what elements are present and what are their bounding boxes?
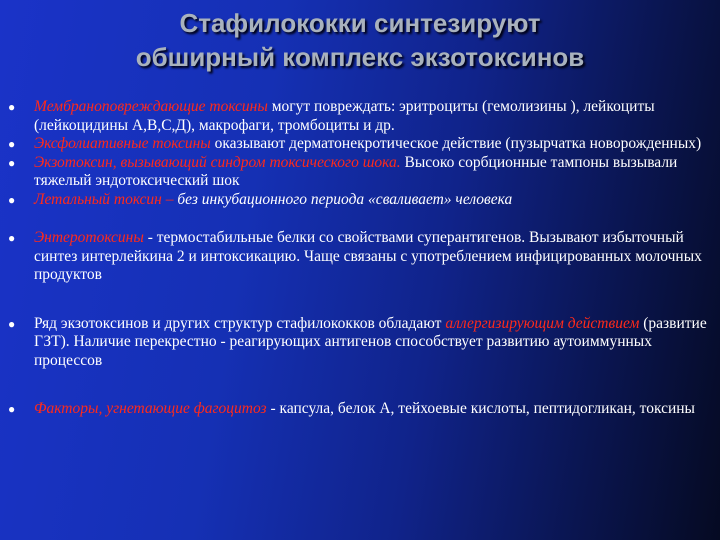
bullet-text: без инкубационного периода «сваливает» человека	[173, 190, 513, 208]
bullet-dot-icon: ●	[8, 137, 16, 151]
bullet-text: оказывают дерматонекротическое действие (пузырчатка новорожденных)	[210, 135, 702, 152]
term-exfoliative-toxins: Эксфолиативные токсины	[34, 135, 211, 152]
bullet-dot-icon: ●	[8, 316, 16, 331]
bullet-dot-icon: ●	[8, 192, 16, 207]
title-line-2: обширный комплекс экзотоксинов	[135, 42, 585, 72]
bullet-text: (развитие ГЗТ). Наличие перекрестно - реагирующих антигенов способствует развитию аутоиммунных процессов	[34, 314, 707, 369]
title-line-1: Стафилококки синтезируют	[179, 8, 541, 38]
bullet-text-pre: Ряд экзотоксинов и других структур стафилококков обладают	[34, 314, 446, 332]
bullet-dot-icon: ●	[8, 402, 16, 416]
bullet-membrane-toxins	[8, 98, 708, 135]
term-membrane-toxins: Мембраноповреждающие токсины	[34, 98, 268, 115]
term-phagocytosis: Факторы, угнетающие фагоцитоз	[34, 400, 267, 417]
bullet-enterotoxins	[8, 229, 708, 285]
bullet-lethal-toxin	[8, 191, 708, 210]
bullet-text: - термостабильные белки со свойствами суперантигенов. Вызывают избыточный синтез интерлейкина 2 и интоксикацию. Чаще связаны с употреблением инфицированных молочных продуктов	[34, 229, 702, 283]
bullet-dot-icon: ●	[8, 155, 16, 170]
bullet-text: Высоко сорбционные тампоны вызывали тяжелый эндотоксический шок	[34, 153, 678, 189]
slide-title	[0, 6, 720, 74]
bullet-dot-icon: ●	[8, 231, 16, 245]
bullet-tss-toxin	[8, 154, 708, 191]
bullet-dot-icon: ●	[8, 100, 16, 114]
term-tss-toxin: Экзотоксин, вызывающий синдром токсического шока.	[34, 153, 401, 171]
bullet-exfoliative-toxins	[8, 135, 708, 154]
bullet-allergenic	[8, 315, 708, 371]
term-lethal-toxin: Летальный токсин –	[34, 190, 174, 208]
bullet-phagocytosis	[8, 400, 708, 419]
bullet-list	[8, 98, 708, 419]
term-allergenic: аллергизирующим действием	[445, 314, 640, 332]
term-enterotoxins: Энтеротоксины	[34, 229, 144, 246]
bullet-text: - капсула, белок А, тейхоевые кислоты, пептидогликан, токсины	[266, 400, 695, 417]
bullet-text: могут повреждать: эритроциты (гемолизины ), лейкоциты (лейкоцидины А,В,С,Д), макрофаги, тромбоциты и др.	[34, 98, 655, 134]
